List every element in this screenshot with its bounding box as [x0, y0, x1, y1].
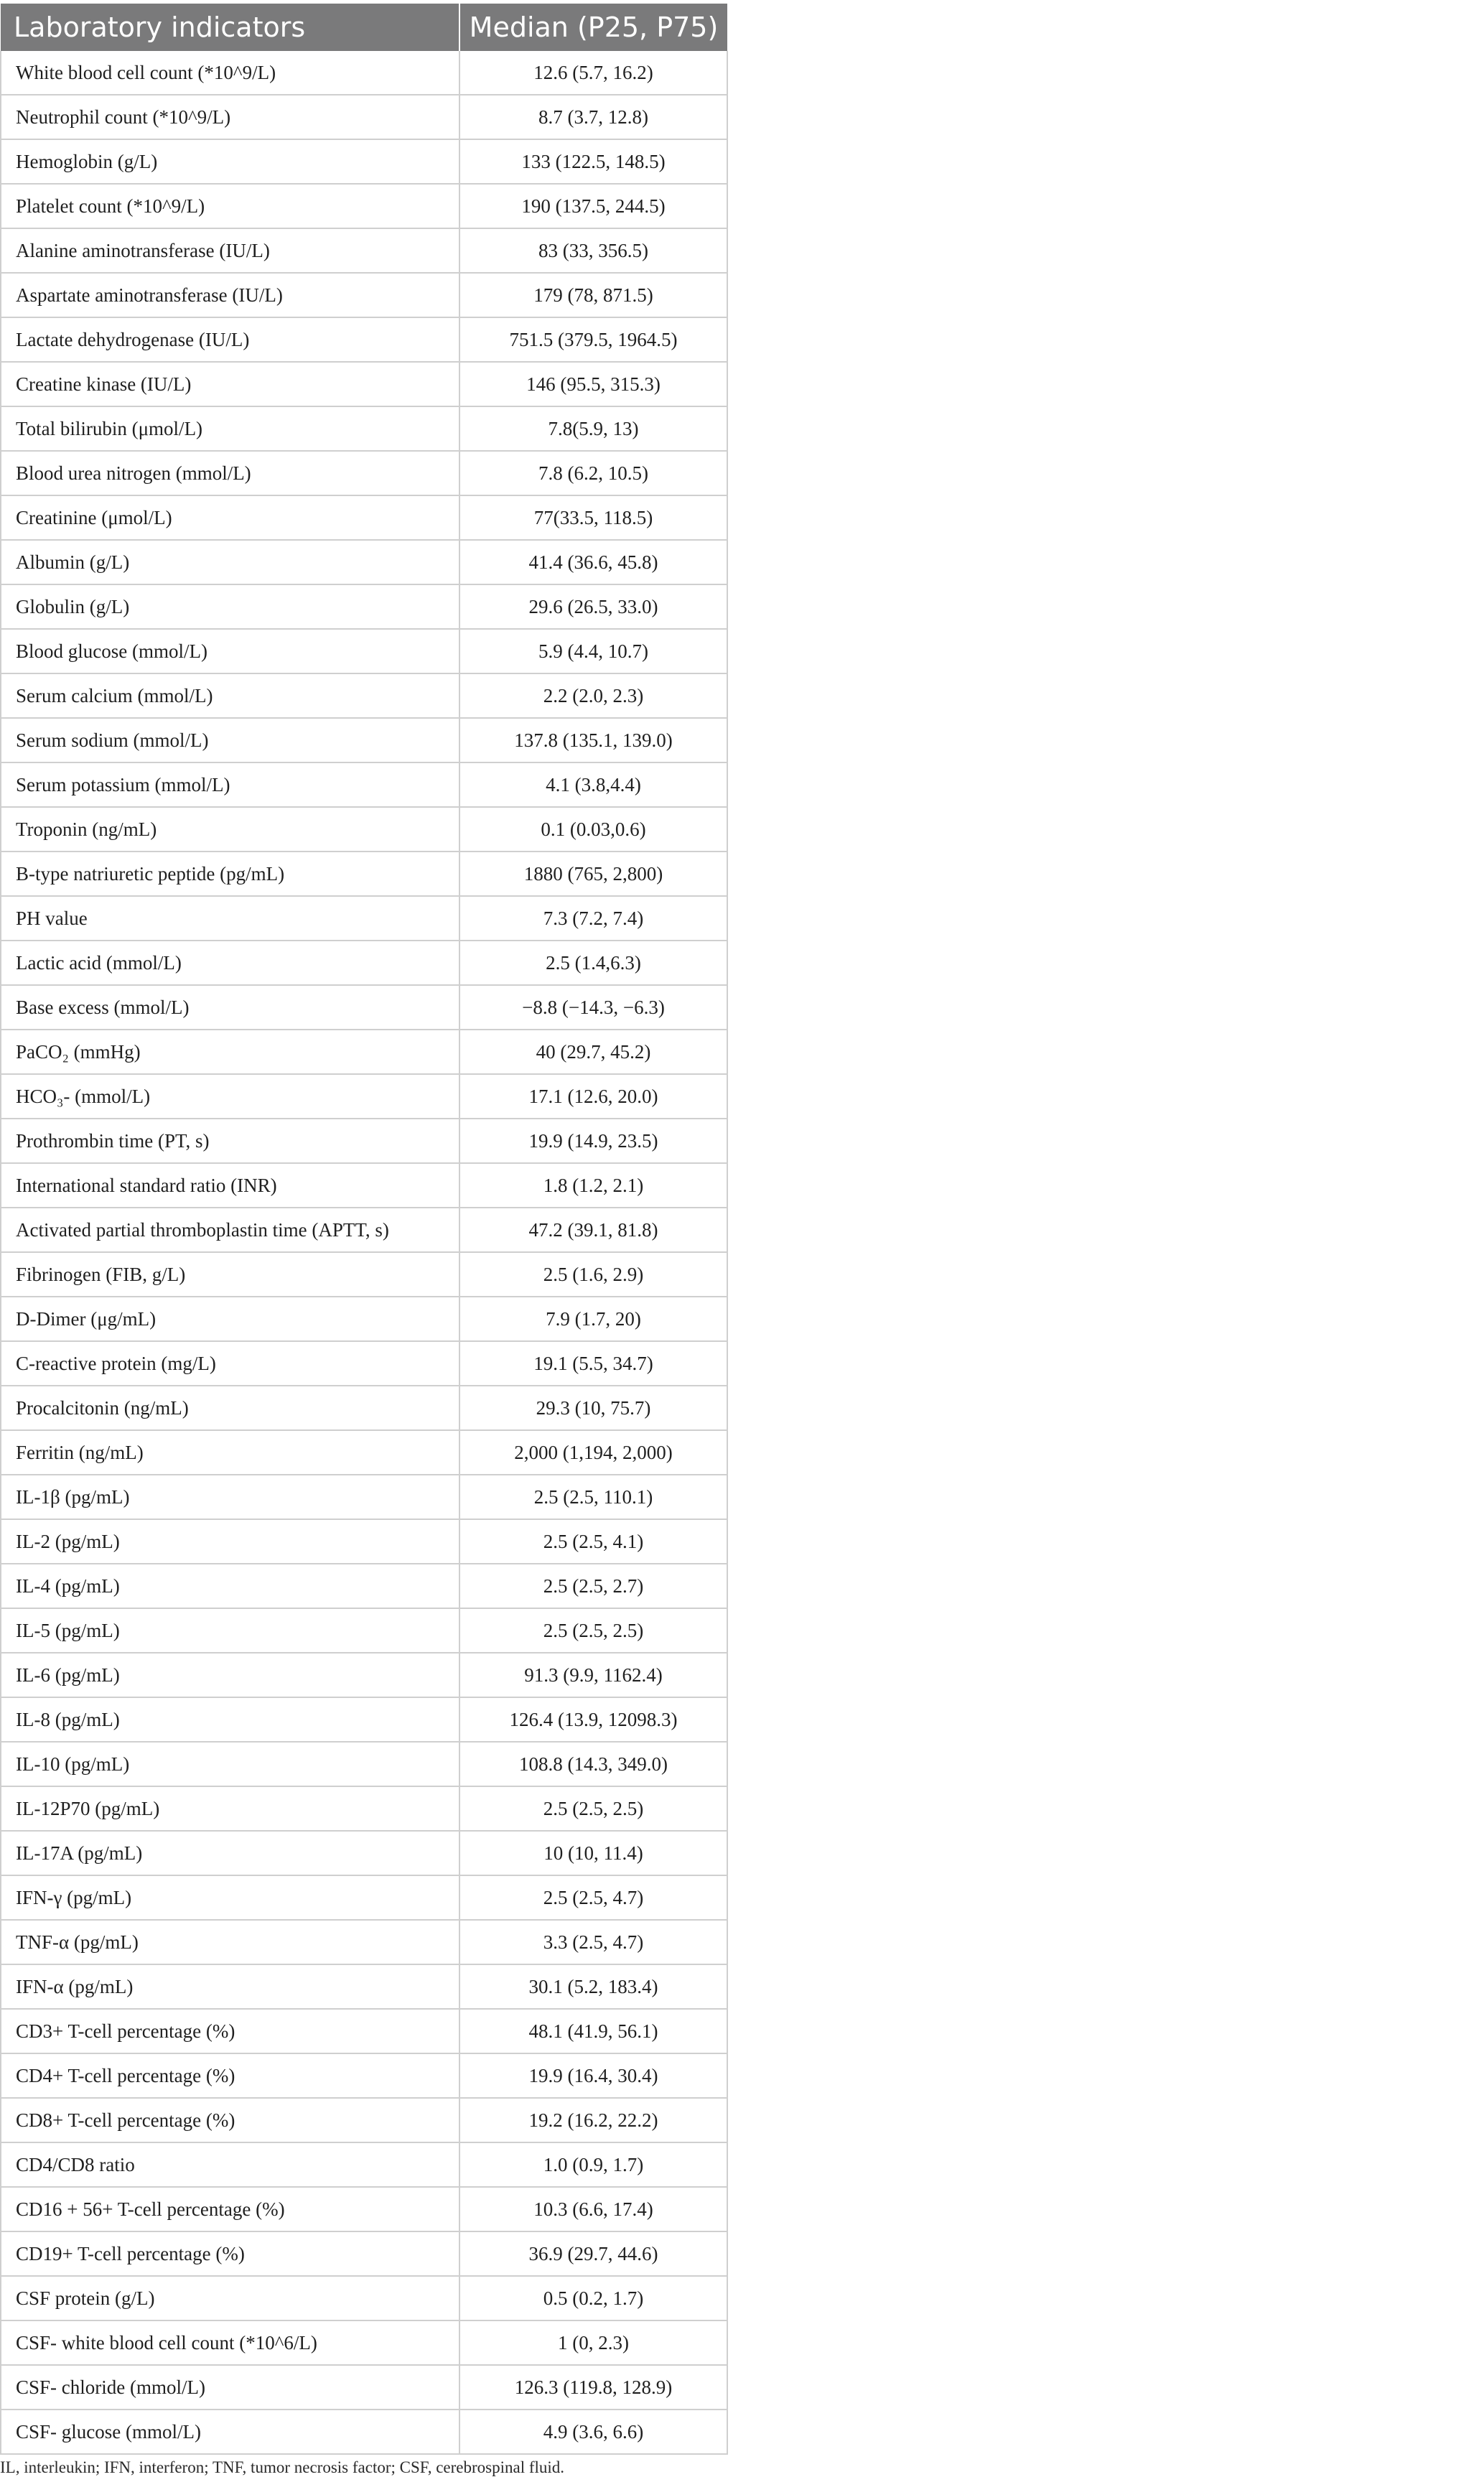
median-value-cell: 91.3 (9.9, 1162.4): [459, 1653, 727, 1697]
indicator-name-cell: PaCO₂ (mmHg): [1, 1030, 459, 1074]
indicator-name-cell: Total bilirubin (μmol/L): [1, 406, 459, 451]
table-row: [1, 1386, 727, 1430]
median-value-cell: 179 (78, 871.5): [459, 273, 727, 317]
indicator-name-cell: Lactic acid (mmol/L): [1, 941, 459, 985]
table-row: [1, 95, 727, 139]
indicator-name-cell: IL-12P70 (pg/mL): [1, 1786, 459, 1831]
table-row: [1, 718, 727, 762]
indicator-name-cell: Blood glucose (mmol/L): [1, 629, 459, 673]
indicator-name-cell: IFN-γ (pg/mL): [1, 1875, 459, 1920]
indicator-name-cell: PH value: [1, 896, 459, 941]
table-row: [1, 51, 727, 95]
table-row: [1, 2009, 727, 2053]
indicator-name-cell: Blood urea nitrogen (mmol/L): [1, 451, 459, 495]
indicator-name-cell: CD3+ T-cell percentage (%): [1, 2009, 459, 2053]
median-value-cell: 7.8(5.9, 13): [459, 406, 727, 451]
column-header-median: Median (P25, P75): [459, 4, 727, 51]
indicator-name-cell: Ferritin (ng/mL): [1, 1430, 459, 1475]
median-value-cell: 2.5 (1.6, 2.9): [459, 1252, 727, 1297]
median-value-cell: 2.5 (2.5, 4.7): [459, 1875, 727, 1920]
indicator-name-cell: Aspartate aminotransferase (IU/L): [1, 273, 459, 317]
table-row: [1, 184, 727, 228]
median-value-cell: 2.5 (2.5, 2.5): [459, 1786, 727, 1831]
indicator-name-cell: Albumin (g/L): [1, 540, 459, 584]
median-value-cell: 19.9 (16.4, 30.4): [459, 2053, 727, 2098]
table-row: [1, 1252, 727, 1297]
table-row: [1, 2231, 727, 2276]
table-row: [1, 2142, 727, 2187]
median-value-cell: 2.5 (2.5, 2.7): [459, 1564, 727, 1608]
median-value-cell: 41.4 (36.6, 45.8): [459, 540, 727, 584]
median-value-cell: 2,000 (1,194, 2,000): [459, 1430, 727, 1475]
table-row: [1, 2410, 727, 2454]
table-row: [1, 2053, 727, 2098]
indicator-name-cell: Fibrinogen (FIB, g/L): [1, 1252, 459, 1297]
indicator-name-cell: IFN-α (pg/mL): [1, 1964, 459, 2009]
indicator-name-cell: International standard ratio (INR): [1, 1163, 459, 1208]
table-row: [1, 2098, 727, 2142]
indicator-name-cell: CD4+ T-cell percentage (%): [1, 2053, 459, 2098]
indicator-name-cell: IL-4 (pg/mL): [1, 1564, 459, 1608]
median-value-cell: 2.5 (2.5, 4.1): [459, 1519, 727, 1564]
column-header-indicator: Laboratory indicators: [1, 4, 459, 51]
indicator-name-cell: CD8+ T-cell percentage (%): [1, 2098, 459, 2142]
median-value-cell: 30.1 (5.2, 183.4): [459, 1964, 727, 2009]
median-value-cell: −8.8 (−14.3, −6.3): [459, 985, 727, 1030]
indicator-name-cell: Neutrophil count (*10^9/L): [1, 95, 459, 139]
laboratory-indicators-table: [0, 4, 728, 2455]
table-row: [1, 1475, 727, 1519]
indicator-name-cell: Troponin (ng/mL): [1, 807, 459, 852]
table-row: [1, 1564, 727, 1608]
median-value-cell: 10.3 (6.6, 17.4): [459, 2187, 727, 2231]
indicator-name-cell: IL-10 (pg/mL): [1, 1742, 459, 1786]
table-row: [1, 1163, 727, 1208]
table-row: [1, 1920, 727, 1964]
table-row: [1, 1119, 727, 1163]
median-value-cell: 40 (29.7, 45.2): [459, 1030, 727, 1074]
table-row: [1, 1074, 727, 1119]
indicator-name-cell: CD19+ T-cell percentage (%): [1, 2231, 459, 2276]
median-value-cell: 29.6 (26.5, 33.0): [459, 584, 727, 629]
table-row: [1, 2276, 727, 2320]
indicator-name-cell: IL-8 (pg/mL): [1, 1697, 459, 1742]
table-row: [1, 2320, 727, 2365]
median-value-cell: 1880 (765, 2,800): [459, 852, 727, 896]
indicator-name-cell: CSF- glucose (mmol/L): [1, 2410, 459, 2454]
median-value-cell: 4.9 (3.6, 6.6): [459, 2410, 727, 2454]
median-value-cell: 10 (10, 11.4): [459, 1831, 727, 1875]
indicator-name-cell: IL-1β (pg/mL): [1, 1475, 459, 1519]
median-value-cell: 48.1 (41.9, 56.1): [459, 2009, 727, 2053]
table-row: [1, 1297, 727, 1341]
median-value-cell: 2.2 (2.0, 2.3): [459, 673, 727, 718]
indicator-name-cell: Activated partial thromboplastin time (APTT, s): [1, 1208, 459, 1252]
median-value-cell: 5.9 (4.4, 10.7): [459, 629, 727, 673]
indicator-name-cell: Platelet count (*10^9/L): [1, 184, 459, 228]
table-row: [1, 540, 727, 584]
table-row: [1, 317, 727, 362]
table-row: [1, 852, 727, 896]
median-value-cell: 7.9 (1.7, 20): [459, 1297, 727, 1341]
median-value-cell: 19.2 (16.2, 22.2): [459, 2098, 727, 2142]
indicator-name-cell: IL-2 (pg/mL): [1, 1519, 459, 1564]
indicator-name-cell: Base excess (mmol/L): [1, 985, 459, 1030]
median-value-cell: 2.5 (1.4,6.3): [459, 941, 727, 985]
median-value-cell: 133 (122.5, 148.5): [459, 139, 727, 184]
indicator-name-cell: Globulin (g/L): [1, 584, 459, 629]
median-value-cell: 190 (137.5, 244.5): [459, 184, 727, 228]
median-value-cell: 1 (0, 2.3): [459, 2320, 727, 2365]
table-row: [1, 2187, 727, 2231]
indicator-name-cell: D-Dimer (μg/mL): [1, 1297, 459, 1341]
table-row: [1, 2365, 727, 2410]
indicator-name-cell: CSF protein (g/L): [1, 2276, 459, 2320]
table-row: [1, 1030, 727, 1074]
median-value-cell: 2.5 (2.5, 2.5): [459, 1608, 727, 1653]
indicator-name-cell: CSF- chloride (mmol/L): [1, 2365, 459, 2410]
table-row: [1, 451, 727, 495]
indicator-name-cell: White blood cell count (*10^9/L): [1, 51, 459, 95]
median-value-cell: 19.9 (14.9, 23.5): [459, 1119, 727, 1163]
table-row: [1, 941, 727, 985]
table-row: [1, 1653, 727, 1697]
median-value-cell: 146 (95.5, 315.3): [459, 362, 727, 406]
indicator-name-cell: CD16 + 56+ T-cell percentage (%): [1, 2187, 459, 2231]
median-value-cell: 29.3 (10, 75.7): [459, 1386, 727, 1430]
indicator-name-cell: HCO₃- (mmol/L): [1, 1074, 459, 1119]
table-row: [1, 273, 727, 317]
table-footnote: IL, interleukin; IFN, interferon; TNF, tumor necrosis factor; CSF, cerebrospinal fluid.: [0, 2458, 565, 2476]
indicator-name-cell: Hemoglobin (g/L): [1, 139, 459, 184]
median-value-cell: 8.7 (3.7, 12.8): [459, 95, 727, 139]
indicator-name-cell: IL-17A (pg/mL): [1, 1831, 459, 1875]
indicator-name-cell: TNF-α (pg/mL): [1, 1920, 459, 1964]
median-value-cell: 1.0 (0.9, 1.7): [459, 2142, 727, 2187]
table-row: [1, 495, 727, 540]
median-value-cell: 0.1 (0.03,0.6): [459, 807, 727, 852]
median-value-cell: 7.3 (7.2, 7.4): [459, 896, 727, 941]
table-header: [1, 4, 727, 51]
table-row: [1, 1831, 727, 1875]
table-row: [1, 1608, 727, 1653]
table-body: [1, 51, 727, 2454]
median-value-cell: 19.1 (5.5, 34.7): [459, 1341, 727, 1386]
median-value-cell: 126.4 (13.9, 12098.3): [459, 1697, 727, 1742]
table-row: [1, 1208, 727, 1252]
table-row: [1, 985, 727, 1030]
median-value-cell: 1.8 (1.2, 2.1): [459, 1163, 727, 1208]
indicator-name-cell: B-type natriuretic peptide (pg/mL): [1, 852, 459, 896]
table-row: [1, 896, 727, 941]
indicator-name-cell: IL-5 (pg/mL): [1, 1608, 459, 1653]
indicator-name-cell: CSF- white blood cell count (*10^6/L): [1, 2320, 459, 2365]
table-row: [1, 1742, 727, 1786]
table-row: [1, 1964, 727, 2009]
median-value-cell: 2.5 (2.5, 110.1): [459, 1475, 727, 1519]
median-value-cell: 17.1 (12.6, 20.0): [459, 1074, 727, 1119]
median-value-cell: 36.9 (29.7, 44.6): [459, 2231, 727, 2276]
median-value-cell: 7.8 (6.2, 10.5): [459, 451, 727, 495]
table-row: [1, 807, 727, 852]
indicator-name-cell: Serum potassium (mmol/L): [1, 762, 459, 807]
median-value-cell: 3.3 (2.5, 4.7): [459, 1920, 727, 1964]
table-row: [1, 1786, 727, 1831]
table-row: [1, 406, 727, 451]
indicator-name-cell: Procalcitonin (ng/mL): [1, 1386, 459, 1430]
indicator-name-cell: Creatine kinase (IU/L): [1, 362, 459, 406]
median-value-cell: 12.6 (5.7, 16.2): [459, 51, 727, 95]
indicator-name-cell: Lactate dehydrogenase (IU/L): [1, 317, 459, 362]
indicator-name-cell: CD4/CD8 ratio: [1, 2142, 459, 2187]
table-row: [1, 1430, 727, 1475]
median-value-cell: 77(33.5, 118.5): [459, 495, 727, 540]
table-row: [1, 1341, 727, 1386]
median-value-cell: 751.5 (379.5, 1964.5): [459, 317, 727, 362]
indicator-name-cell: IL-6 (pg/mL): [1, 1653, 459, 1697]
median-value-cell: 0.5 (0.2, 1.7): [459, 2276, 727, 2320]
median-value-cell: 108.8 (14.3, 349.0): [459, 1742, 727, 1786]
table-header-row: [1, 4, 727, 51]
table-row: [1, 1519, 727, 1564]
indicator-name-cell: C-reactive protein (mg/L): [1, 1341, 459, 1386]
table-row: [1, 362, 727, 406]
median-value-cell: 47.2 (39.1, 81.8): [459, 1208, 727, 1252]
table-row: [1, 762, 727, 807]
median-value-cell: 83 (33, 356.5): [459, 228, 727, 273]
table-row: [1, 629, 727, 673]
median-value-cell: 4.1 (3.8,4.4): [459, 762, 727, 807]
table-row: [1, 1697, 727, 1742]
indicator-name-cell: Alanine aminotransferase (IU/L): [1, 228, 459, 273]
indicator-name-cell: Prothrombin time (PT, s): [1, 1119, 459, 1163]
table-row: [1, 139, 727, 184]
median-value-cell: 137.8 (135.1, 139.0): [459, 718, 727, 762]
table-row: [1, 673, 727, 718]
indicator-name-cell: Serum sodium (mmol/L): [1, 718, 459, 762]
median-value-cell: 126.3 (119.8, 128.9): [459, 2365, 727, 2410]
table-row: [1, 584, 727, 629]
table-row: [1, 1875, 727, 1920]
indicator-name-cell: Creatinine (μmol/L): [1, 495, 459, 540]
table-row: [1, 228, 727, 273]
indicator-name-cell: Serum calcium (mmol/L): [1, 673, 459, 718]
